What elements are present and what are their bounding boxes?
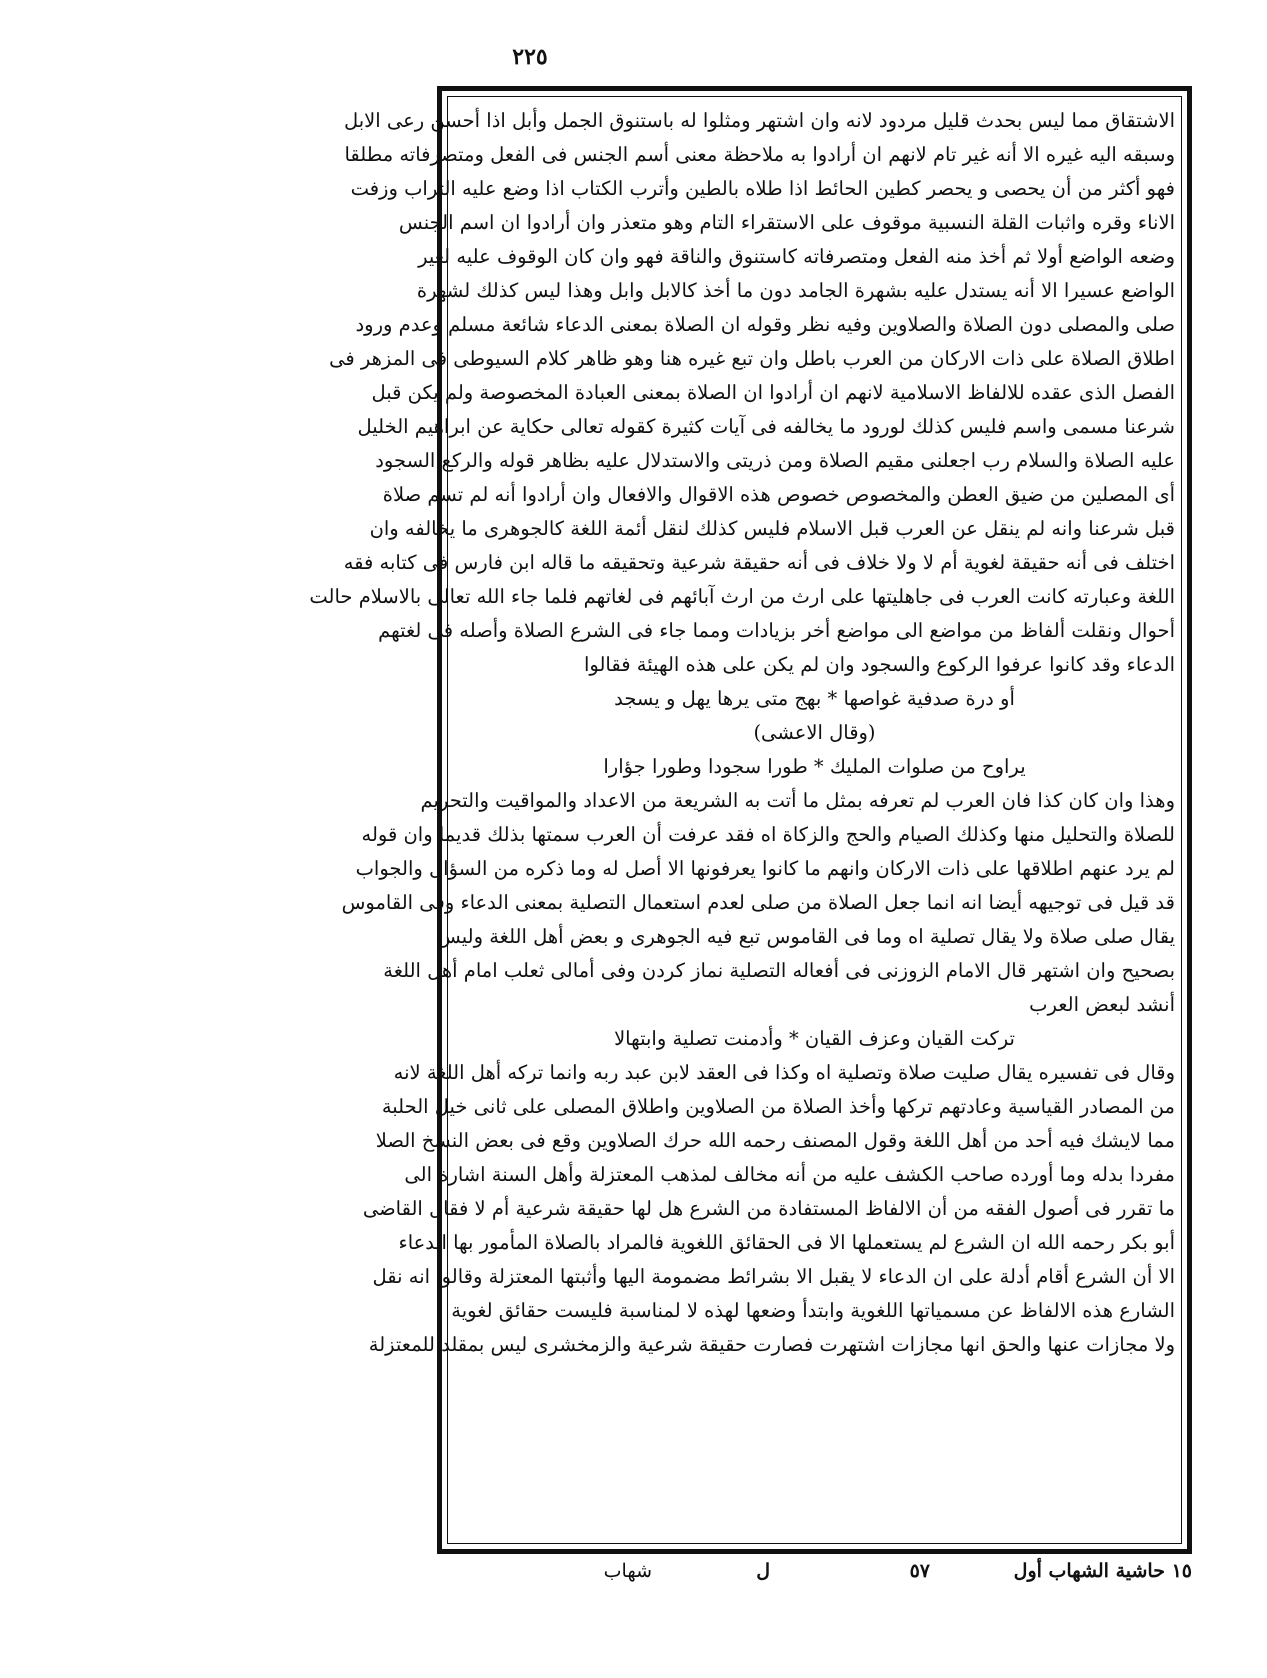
text-line: مما لايشك فيه أحد من أهل اللغة وقول المصنف رحمه الله حرك الصلاوين وقع فى بعض النسخ الصلا: [375, 1129, 1175, 1152]
text-line: يقال صلى صلاة ولا يقال تصلية اه وما فى القاموس تبع فيه الجوهرى و بعض أهل اللغة وليس: [436, 925, 1175, 948]
text-line: أبو بكر رحمه الله ان الشرع لم يستعملها الا فى الحقائق اللغوية فالمراد بالصلاة المأمور بها الدعاء: [398, 1231, 1175, 1254]
text-line: أنشد لبعض العرب: [1029, 993, 1175, 1016]
text-line: أحوال ونقلت ألفاظ من مواضع الى مواضع أخر بزيادات ومما جاء فى الشرع الصلاة وأصله فى لغتهم: [378, 619, 1175, 642]
text-line: مفردا بدله وما أورده صاحب الكشف عليه من أنه مخالف لمذهب المعتزلة وأهل السنة اشارة الى: [404, 1163, 1175, 1186]
text-line: وقال فى تفسيره يقال صليت صلاة وتصلية اه وكذا فى العقد لابن عبد ربه وانما تركه أهل اللغة لانه: [393, 1061, 1175, 1084]
text-line: للصلاة والتحليل منها وكذلك الصيام والحج والزكاة اه فقد عرفت أن العرب سمتها بذلك قديما وان قوله: [361, 823, 1175, 846]
page-number: ٢٢٥: [512, 44, 548, 70]
text-line: الا أن الشرع أقام أدلة على ان الدعاء لا يقبل الا بشرائط مضمومة اليها وأثبتها المعتزلة وقالوا انه نقل: [372, 1265, 1175, 1288]
text-line: شرعنا مسمى واسم فليس كذلك لورود ما يخالفه فى آيات كثيرة كقوله تعالى حكاية عن ابراهيم الخليل: [357, 415, 1175, 438]
text-line: ما تقرر فى أصول الفقه من أن الالفاظ المستفادة من الشرع هل لها حقيقة شرعية أم لا فقال القاضى: [362, 1197, 1175, 1220]
text-line: وسبقه اليه غيره الا أنه غير تام لانهم ان أرادوا به ملاحظة معنى أسم الجنس فى الفعل ومتصرفاته مطلقا: [344, 143, 1175, 166]
text-line: الواضع عسيرا الا أنه يستدل عليه بشهرة الجامد دون ما أخذ كالابل وابل وهذا ليس كذلك لشهرة: [416, 279, 1175, 302]
text-line: بصحيح وان اشتهر قال الامام الزوزنى فى أفعاله التصلية نماز كردن وفى أمالى ثعلب امام أهل اللغة: [383, 959, 1175, 982]
text-line: اطلاق الصلاة على ذات الاركان من العرب باطل وان تبع غيره هنا وهو ظاهر كلام السيوطى فى المزهر فى: [329, 347, 1175, 370]
text-line: عليه الصلاة والسلام رب اجعلنى مقيم الصلاة ومن ذريتى والاستدلال عليه بظاهر قوله والركع السجود: [375, 449, 1175, 472]
page-footer: [437, 1560, 1192, 1592]
text-line: الدعاء وقد كانوا عرفوا الركوع والسجود وان لم يكن على هذه الهيئة فقالوا: [584, 653, 1175, 676]
text-line: وضعه الواضع أولا ثم أخذ منه الفعل ومتصرفاته كاستنوق والناقة فهو وان كان الوقوف عليه لغير: [418, 245, 1175, 268]
verse-heading: (وقال الاعشى): [753, 721, 876, 744]
text-line: لم يرد عنهم اطلاقها على ذات الاركان وانهم ما كانوا يعرفونها الا أصل له وما ذكره من السؤال والجواب: [355, 857, 1175, 880]
text-line: صلى والمصلى دون الصلاة والصلاوين وفيه نظر وقوله ان الصلاة بمعنى الدعاء شائعة مسلم وعدم ورود: [355, 313, 1175, 336]
text-line: الاشتقاق مما ليس بحدث قليل مردود لانه وان اشتهر ومثلوا له باستنوق الجمل وأبل اذا أحسن رعى الابل: [343, 109, 1175, 132]
text-line: وهذا وان كان كذا فان العرب لم تعرفه بمثل ما أتت به الشريعة من الاعداد والمواقيت والتحريم: [420, 789, 1175, 812]
text-line: اللغة وعبارته كانت العرب فى جاهليتها على ارث من ارث آبائهم فى لغاتهم فلما جاء الله تعالى بالاسلام حالت: [309, 585, 1175, 608]
text-line: من المصادر القياسية وعادتهم تركها وأخذ الصلاة من الصلاوين واطلاق المصلى على ثانى خيل الحلبة: [381, 1095, 1175, 1118]
footer-mark: ل: [756, 1560, 770, 1582]
text-body: [309, 104, 1175, 1536]
text-line: الاناء وقره واثبات القلة النسبية موقوف على الاستقراء التام وهو متعذر وان أرادوا ان اسم الجنس: [398, 211, 1175, 234]
verse-line: يراوح من صلوات المليك * طورا سجودا وطورا جؤارا: [603, 755, 1026, 778]
text-line: الفصل الذى عقده للالفاظ الاسلامية لانهم ان أرادوا ان الصلاة بمعنى العبادة المخصوصة ولم يكن قبل: [371, 381, 1175, 404]
text-line: قد قيل فى توجيهه أيضا انه انما جعل الصلاة من صلى لعدم استعمال التصلية بمعنى الدعاء وفى القاموس: [341, 891, 1175, 914]
text-line: قبل شرعنا وانه لم ينقل عن العرب قبل الاسلام فليس كذلك لنقل أئمة اللغة كالجوهرى ما يخالفه وان: [369, 517, 1175, 540]
text-line: الشارع هذه الالفاظ عن مسمياتها اللغوية وابتدأ وضعها لهذه لا لمناسبة فليست حقائق لغوية: [451, 1299, 1175, 1322]
text-line: ولا مجازات عنها والحق انها مجازات اشتهرت فصارت حقيقة شرعية والزمخشرى ليس بمقلد للمعتزلة: [368, 1333, 1175, 1356]
footer-number: ٥٧: [909, 1560, 930, 1582]
text-line: فهو أكثر من أن يحصى و يحصر كطين الحائط اذا طلاه بالطين وأترب الكتاب اذا وضع عليه التراب وزفت: [350, 177, 1175, 200]
footer-word: شهاب: [603, 1560, 652, 1582]
verse-line: أو درة صدفية غواصها * بهج متى يرها يهل و يسجد: [614, 687, 1015, 710]
signature-mark: ١٥ حاشية الشهاب أول: [1013, 1560, 1192, 1582]
verse-line: تركت القيان وعزف القيان * وأدمنت تصلية وابتهالا: [614, 1027, 1015, 1050]
text-line: اختلف فى أنه حقيقة لغوية أم لا ولا خلاف فى أنه حقيقة شرعية وتحقيقه ما قاله ابن فارس فى كتابه فقه: [343, 551, 1175, 574]
text-line: أى المصلين من ضيق العطن والمخصوص خصوص هذه الاقوال والافعال وان أرادوا أنه لم تسم صلاة: [382, 483, 1175, 506]
